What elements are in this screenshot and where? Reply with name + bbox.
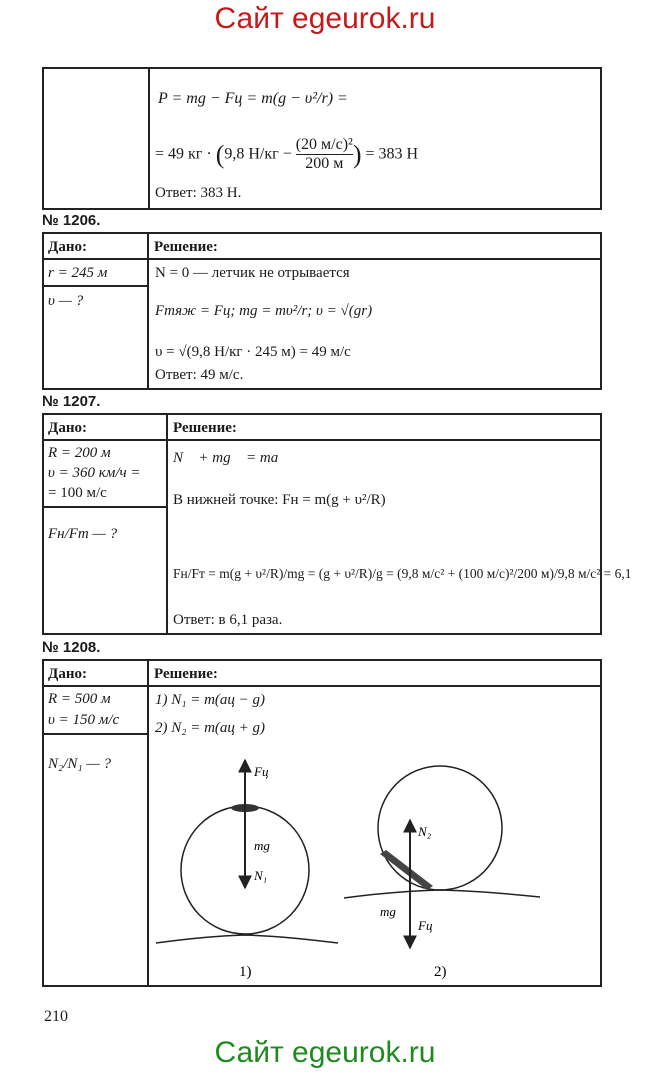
fig2-label-mg: mg (380, 904, 396, 919)
problem-1206-given-unknown: υ — ? (48, 293, 84, 309)
problem-1207-line3: Fн/Fт = m(g + υ²/R)/mg = (g + υ²/R)/g = (9,8 м/с² + (100 м/с)²/200 м)/9,8 м/с² = 6,1 (173, 566, 632, 581)
problem-1207-solution-label: Решение: (173, 420, 237, 436)
problem-1207-given-R: R = 200 м (48, 445, 111, 461)
top-line2-fraction (296, 136, 353, 174)
problem-1207-given-line (42, 506, 167, 508)
problem-1208-header-line (42, 685, 602, 687)
problem-1206-solution-label: Решение: (154, 239, 218, 255)
fig1-label-fc: Fц (254, 764, 269, 779)
fig2-label-n: N₂ (418, 824, 432, 839)
top-formula-line1: P = mg − Fц = m(g − υ²/r) = (158, 90, 348, 107)
problem-1208-given-line (42, 733, 148, 735)
watermark-top: Сайт egeurok.ru (214, 2, 436, 35)
problem-1208-line2: 2) N₂ = m(aц + g) (155, 720, 266, 736)
problem-1207-given-unknown: Fн/Fт — ? (48, 526, 118, 542)
problem-1207-answer: Ответ: в 6,1 раза. (173, 612, 283, 628)
problem-1207-divider (166, 413, 168, 635)
problem-1206-line1: N = 0 — летчик не отрывается (155, 265, 350, 281)
fig2-ground-line (344, 890, 540, 898)
problem-1206-given-line (42, 285, 148, 287)
top-formula-line2: = 49 кг · (9,8 Н/кг − $\frac{\text{(20 м/с)²}}{200 м}$ ) = 383 Н (155, 136, 419, 173)
fig1-label-n: N₁ (254, 868, 268, 883)
problem-1207-number: № 1207. (42, 393, 101, 410)
fig1-caption: 1) (239, 964, 252, 980)
problem-1207-line2: В нижней точке: Fн = m(g + υ²/R) (173, 492, 386, 508)
problem-1206-number: № 1206. (42, 212, 101, 229)
problem-1208-given-label: Дано: (48, 666, 87, 682)
figure-2 (344, 766, 540, 980)
top-line2-num: (20 м/с)² (295, 136, 353, 153)
top-line2-result: = 383 Н (365, 145, 419, 163)
problem-1206-given-label: Дано: (48, 239, 87, 255)
problem-1208-figures (148, 740, 600, 986)
fig1-ground-line (156, 935, 338, 943)
watermark-bottom: Сайт egeurok.ru (214, 1036, 436, 1069)
fig2-label-f: Fц (418, 918, 433, 933)
problem-1207-given-v2: = 100 м/с (48, 485, 107, 501)
problem-1206-given-r: r = 245 м (48, 265, 108, 281)
problem-1206-divider (147, 232, 149, 390)
fig2-airplane (380, 850, 433, 890)
top-line2-den: 200 м (296, 154, 353, 173)
fig1-label-mg: mg (254, 838, 270, 853)
problem-1206-line2: Fтяж = Fц; mg = mυ²/r; υ = √(gr) (155, 303, 373, 319)
problem-1206-header-line (42, 258, 602, 260)
fig2-loop-circle (378, 766, 502, 890)
figure-1 (156, 760, 338, 980)
problem-1207-header-line (42, 439, 602, 441)
page-number: 210 (44, 1008, 68, 1025)
top-line2-left: = 49 кг · (155, 145, 212, 163)
problem-1208-given-R: R = 500 м (48, 691, 111, 707)
problem-1208-number: № 1208. (42, 639, 101, 656)
top-line2-mid: 9,8 Н/кг − (224, 145, 292, 163)
problem-1208-line1: 1) N₁ = m(aц − g) (155, 692, 266, 708)
problem-1208-given-v: υ = 150 м/с (48, 712, 120, 728)
problem-1206-answer: Ответ: 49 м/с. (155, 367, 244, 383)
problem-1207-given-v: υ = 360 км/ч = (48, 465, 141, 481)
problem-1206-line3: υ = √(9,8 Н/кг · 245 м) = 49 м/с (155, 344, 351, 360)
top-answer: Ответ: 383 Н. (155, 185, 242, 201)
problem-1208-solution-label: Решение: (154, 666, 218, 682)
problem-1207-line1: N⃗ + mg⃗ = ma⃗ (173, 450, 290, 466)
problem-1208-given-unknown: N₂/N₁ — ? (48, 756, 111, 772)
fig2-caption: 2) (434, 964, 447, 980)
top-divider (148, 67, 150, 210)
problem-1207-table (42, 413, 602, 635)
problem-1207-given-label: Дано: (48, 420, 87, 436)
